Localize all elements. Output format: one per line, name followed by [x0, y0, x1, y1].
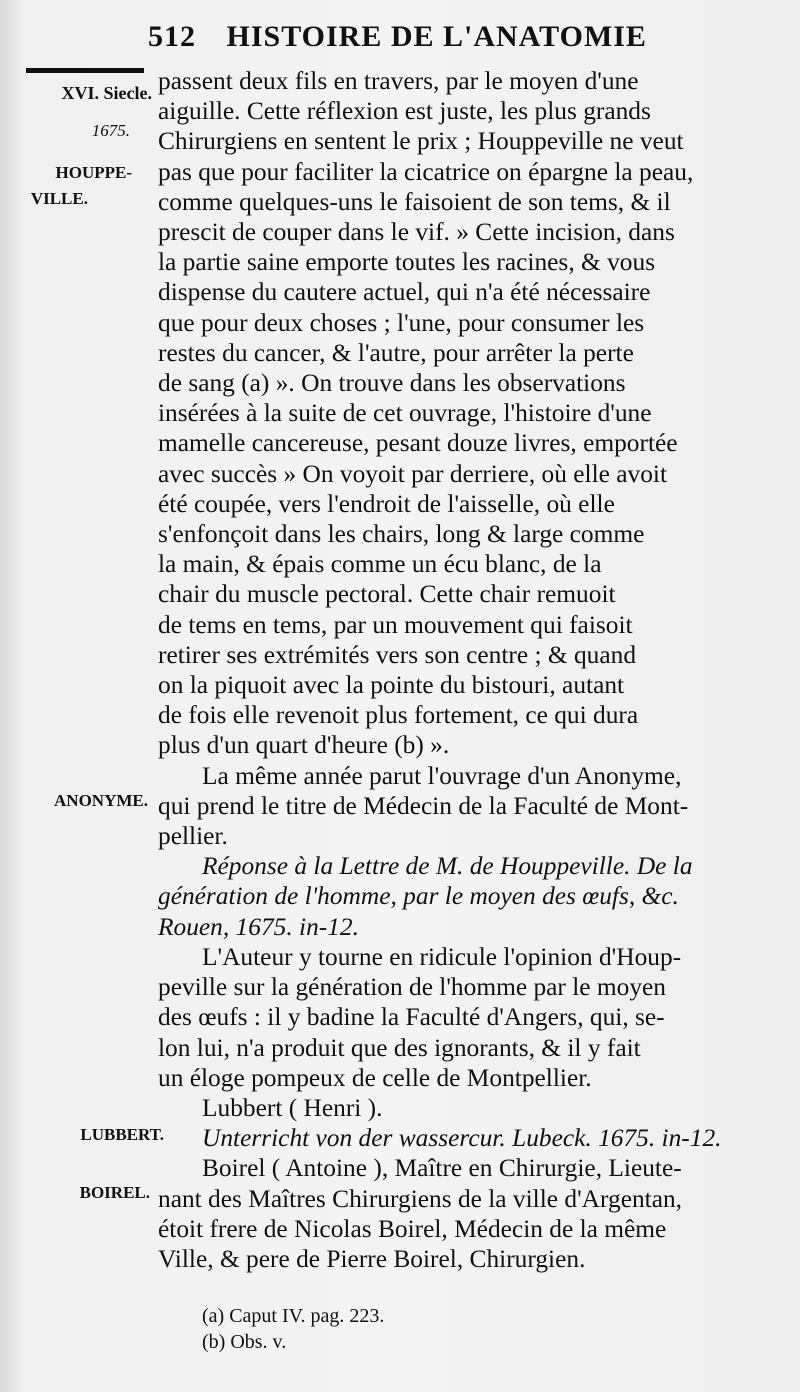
- anonyme-paragraph: [158, 761, 790, 852]
- main-text: [158, 66, 790, 1274]
- text-line: de tems en tems, par un mouvement qui faisoit: [158, 610, 633, 639]
- auteur-paragraph: [158, 942, 790, 1093]
- boirel-paragraph: [158, 1153, 790, 1274]
- margin-note-year: 1675.: [91, 121, 130, 140]
- text-line: insérées à la suite de cet ouvrage, l'histoire d'une: [158, 399, 652, 428]
- footnote-a: (a) Caput IV. pag. 223.: [202, 1305, 385, 1327]
- text-line: restes du cancer, & l'autre, pour arrêter la perte: [158, 338, 634, 367]
- text-line: Ville, & pere de Pierre Boirel, Chirurgien.: [158, 1244, 586, 1273]
- text-line: dispense du cautere actuel, qui n'a été nécessaire: [158, 278, 651, 307]
- running-head: [148, 20, 788, 54]
- text-line: qui prend le titre de Médecin de la Faculté de Mont-: [158, 791, 689, 820]
- anonyme-book-title: [158, 851, 790, 942]
- text-line: Boirel ( Antoine ), Maître en Chirurgie, Lieute-: [202, 1154, 682, 1183]
- houppeville-paragraph: [158, 66, 790, 761]
- text-line: la main, & épais comme un écu blanc, de la: [158, 550, 602, 579]
- footnotes: [202, 1303, 762, 1355]
- text-line: Rouen, 1675. in-12.: [158, 912, 359, 941]
- lubbert-entry: [158, 1093, 790, 1153]
- text-line: que pour deux choses ; l'une, pour consumer les: [158, 308, 645, 337]
- margin-note-lubbert: LUBBERT.: [80, 1125, 164, 1144]
- text-line: Chirurgiens en sentent le prix ; Houppeville ne veut: [158, 127, 684, 156]
- margin-note-century: XVI. Siecle.: [61, 83, 152, 103]
- text-line: de fois elle revenoit plus fortement, ce qui dura: [158, 701, 639, 730]
- text-line: aiguille. Cette réflexion est juste, les plus grands: [158, 97, 651, 126]
- text-line: génération de l'homme, par le moyen des œufs, &c.: [158, 882, 679, 911]
- text-line: de sang (a) ». On trouve dans les observations: [158, 369, 626, 398]
- text-line: on la piquoit avec la pointe du bistouri, autant: [158, 671, 625, 700]
- text-line: comme quelques-uns le faisoient de son tems, & il: [158, 187, 671, 216]
- text-line: avec succès » On voyoit par derriere, où elle avoit: [158, 459, 668, 488]
- margin-note-anonyme: ANONYME.: [54, 791, 148, 810]
- lubbert-name: Lubbert ( Henri ).: [202, 1093, 383, 1122]
- text-line: lon lui, n'a produit que des ignorants, & il y fait: [158, 1033, 641, 1062]
- text-line: prescit de couper dans le vif. » Cette incision, dans: [158, 218, 675, 247]
- margin-note-houppeville-2: VILLE.: [30, 189, 88, 208]
- text-line: retirer ses extrémités vers son centre ; & quand: [158, 640, 637, 669]
- text-line: s'enfonçoit dans les chairs, long & large comme: [158, 520, 645, 549]
- page-number: 512: [148, 20, 196, 53]
- text-line: mamelle cancereuse, pesant douze livres, emportée: [158, 429, 678, 458]
- margin-note-boirel: BOIREL.: [79, 1183, 150, 1202]
- text-line: plus d'un quart d'heure (b) ».: [158, 731, 450, 760]
- footnote-b: (b) Obs. v.: [202, 1331, 287, 1353]
- header-rule: [26, 68, 144, 73]
- text-line: des œufs : il y badine la Faculté d'Angers, qui, se-: [158, 1003, 665, 1032]
- text-line: nant des Maîtres Chirurgiens de la ville d'Argentan,: [158, 1184, 683, 1213]
- text-line: chair du muscle pectoral. Cette chair remuoit: [158, 580, 616, 609]
- margin-note-houppeville-1: HOUPPE-: [55, 163, 132, 182]
- text-line: étoit frere de Nicolas Boirel, Médecin de la même: [158, 1214, 667, 1243]
- text-line: été coupée, vers l'endroit de l'aisselle, où elle: [158, 489, 615, 518]
- text-line: peville sur la génération de l'homme par le moyen: [158, 973, 666, 1002]
- text-line: un éloge pompeux de celle de Montpellier.: [158, 1063, 592, 1092]
- text-line: L'Auteur y tourne en ridicule l'opinion d'Houp-: [202, 942, 682, 971]
- text-line: la partie saine emporte toutes les racines, & vous: [158, 248, 656, 277]
- running-title: HISTOIRE DE L'ANATOMIE: [226, 20, 647, 53]
- text-line: pellier.: [158, 822, 228, 851]
- text-line: Réponse à la Lettre de M. de Houppeville. De la: [202, 852, 693, 881]
- text-line: pas que pour faciliter la cicatrice on épargne la peau,: [158, 157, 694, 186]
- text-line: passent deux fils en travers, par le moyen d'une: [158, 67, 639, 95]
- lubbert-title: Unterricht von der wassercur. Lubeck. 1675. in-12.: [202, 1124, 722, 1153]
- text-line: La même année parut l'ouvrage d'un Anonyme,: [202, 761, 682, 790]
